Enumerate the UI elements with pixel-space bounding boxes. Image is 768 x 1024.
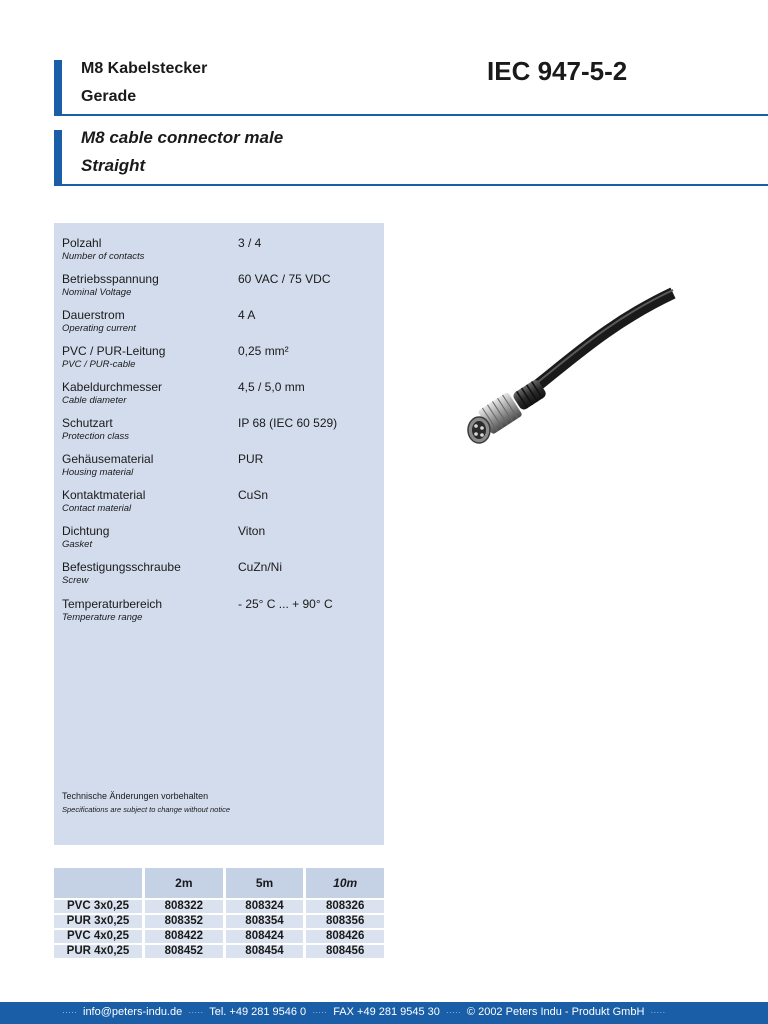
change-notice-de: Technische Änderungen vorbehalten [62,791,209,801]
spec-label-de: PVC / PUR-Leitung [62,344,166,358]
table-row [54,915,384,928]
title-de-line2: Gerade [81,88,137,105]
spec-value: CuSn [238,488,269,502]
spec-row [62,524,382,552]
standard-label: IEC 947-5-2 [487,56,628,86]
footer-separator: ····· [312,1007,328,1017]
table-row [54,900,384,913]
spec-value: 60 VAC / 75 VDC [238,272,331,286]
part-number-cell: 808426 [303,930,384,943]
spec-value: CuZn/Ni [238,560,283,574]
subheader-accent-bar [54,130,62,186]
spec-value: Viton [238,524,266,538]
part-number-cell: 808352 [142,915,223,928]
part-number-table [54,866,384,960]
part-number-cell: 808354 [223,915,304,928]
cable-type-cell: PVC 4x0,25 [54,930,142,943]
spec-label-en: Housing material [62,467,134,478]
spec-value: - 25° C ... + 90° C [238,597,333,611]
spec-row [62,236,382,264]
part-number-cell: 808324 [223,900,304,913]
spec-label-de: Temperaturbereich [62,597,163,611]
spec-label-de: Gehäusematerial [62,452,154,466]
table-row [54,930,384,943]
spec-row [62,272,382,300]
title-de-line1: M8 Kabelstecker [81,60,208,77]
cable-type-cell: PUR 4x0,25 [54,945,142,958]
spec-row [62,560,382,588]
subheader-divider [54,184,768,186]
spec-row [62,597,382,625]
spec-label-de: Betriebsspannung [62,272,159,286]
spec-row [62,344,382,372]
spec-value: 4,5 / 5,0 mm [238,380,305,394]
spec-label-en: Contact material [62,503,132,514]
footer-separator: ····· [62,1007,77,1017]
spec-label-de: Kontaktmaterial [62,488,146,502]
footer-bar [0,1002,768,1024]
table-header-cell: 2m [142,868,223,898]
spec-label-en: Operating current [62,323,136,334]
table-header-cell [54,868,142,898]
part-number-cell: 808422 [142,930,223,943]
spec-label-en: Cable diameter [62,395,127,406]
spec-row [62,452,382,480]
part-number-cell: 808326 [303,900,384,913]
spec-row [62,308,382,336]
footer-email-link[interactable]: info@peters-indu.de [83,1006,183,1018]
spec-label-en: Gasket [62,539,93,550]
table-header-cell: 10m [303,868,384,898]
spec-value: 4 A [238,308,256,322]
spec-label-en: Protection class [62,431,130,442]
footer-fax: FAX +49 281 9545 30 [333,1006,440,1018]
footer-separator: ····· [650,1007,666,1017]
spec-row [62,416,382,444]
part-number-cell: 808456 [303,945,384,958]
spec-value: 3 / 4 [238,236,262,250]
spec-label-en: Screw [62,575,89,586]
spec-value: PUR [238,452,264,466]
part-number-cell: 808424 [223,930,304,943]
spec-label-de: Befestigungsschraube [62,560,181,574]
spec-value: 0,25 mm² [238,344,289,358]
part-number-cell: 808454 [223,945,304,958]
spec-row [62,380,382,408]
spec-label-en: Nominal Voltage [62,287,132,298]
change-notice [62,790,230,816]
cable-type-cell: PUR 3x0,25 [54,915,142,928]
part-number-cell: 808356 [303,915,384,928]
footer-copyright: © 2002 Peters Indu - Produkt GmbH [466,1006,645,1018]
change-notice-en: Specifications are subject to change without notice [62,805,231,814]
spec-value: IP 68 (IEC 60 529) [238,416,338,430]
part-number-cell: 808322 [142,900,223,913]
spec-label-de: Dauerstrom [62,308,125,322]
spec-label-en: Temperature range [62,612,143,623]
footer-phone: Tel. +49 281 9546 0 [209,1006,307,1018]
cable-type-cell: PVC 3x0,25 [54,900,142,913]
header-divider [54,114,768,116]
table-row [54,945,384,958]
spec-label-de: Schutzart [62,416,113,430]
footer-separator: ····· [188,1007,204,1017]
spec-label-de: Polzahl [62,236,102,250]
table-header-cell: 5m [223,868,304,898]
spec-label-en: Number of contacts [62,251,145,262]
spec-row [62,488,382,516]
title-en-line1: M8 cable connector male [81,128,284,147]
spec-panel [54,223,384,845]
spec-label-de: Kabeldurchmesser [62,380,163,394]
table-header-row [54,868,384,898]
footer-separator: ····· [445,1007,461,1017]
header-accent-bar [54,60,62,116]
spec-label-en: PVC / PUR-cable [62,359,136,370]
title-en-line2: Straight [81,156,146,175]
spec-label-de: Dichtung [62,524,110,538]
connector-product-image [455,285,685,455]
part-number-cell: 808452 [142,945,223,958]
